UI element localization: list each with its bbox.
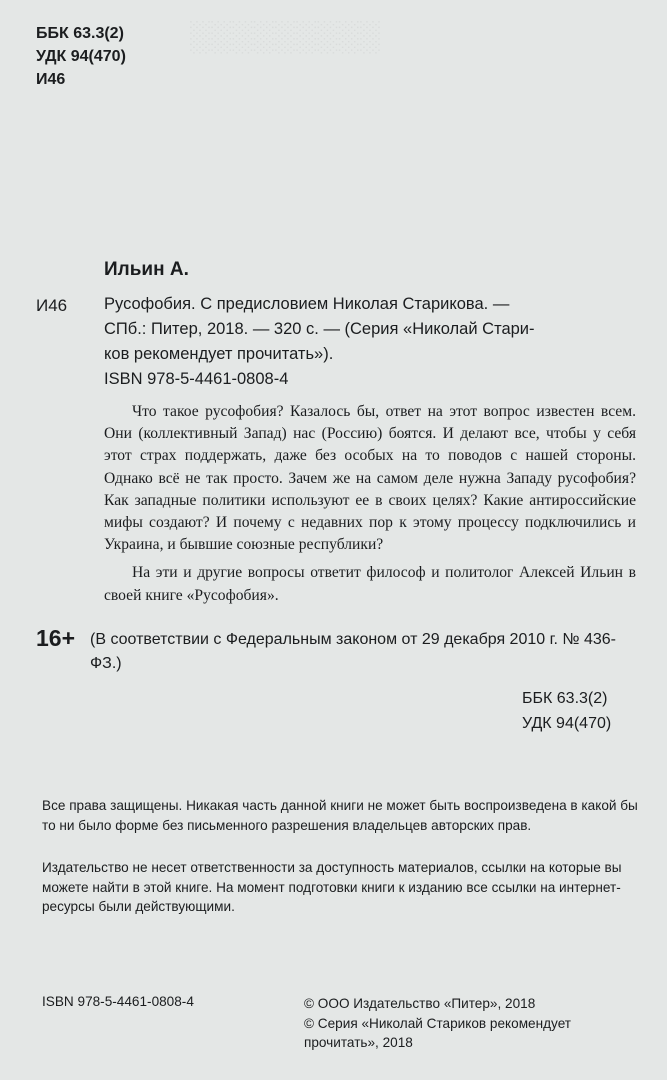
- bbk-code: ББК 63.3(2): [522, 690, 608, 707]
- bbk-code: ББК 63.3(2): [36, 25, 124, 42]
- age-rating-badge: 16+: [36, 625, 76, 651]
- rights-notice: Все права защищены. Никакая часть данной книги не может быть воспроизведена в какой бы то ни было форме без письменного разрешения владельцев авторских прав.: [42, 798, 638, 833]
- author-name: Ильин А.: [104, 259, 189, 280]
- udk-code: УДК 94(470): [522, 715, 612, 732]
- author-index-code: И46: [36, 71, 66, 88]
- biblio-line: ков рекомендует прочитать»).: [104, 345, 334, 363]
- bibliographic-record: [104, 292, 634, 367]
- bottom-classification-codes: [522, 686, 611, 736]
- isbn-footer: ISBN 978-5-4461-0808-4: [42, 994, 194, 1009]
- abstract-paragraph: Что такое русофобия? Казалось бы, ответ на этот вопрос известен всем. Они (коллективный Запад) нас (Россию) боятся. И делают все, чтобы у себя этот страх поддержать, даже без особых на то поводов с нашей стороны. Однако всё не так просто. Зачем же на самом деле нужна Западу русофобия? Как западные политики используют ее в своих целях? Какие антироссийские мифы создают? И почему с недавних пор к этому процессу подключились и Украина, и бывшие союзные республики?: [104, 403, 636, 554]
- udk-code: УДК 94(470): [36, 48, 126, 65]
- copyright-block: [304, 994, 644, 1053]
- book-abstract: [104, 401, 636, 607]
- biblio-line: Русофобия. С предисловием Николая Старикова. —: [104, 295, 510, 313]
- catalog-index: И46: [36, 296, 68, 315]
- biblio-line: СПб.: Питер, 2018. — 320 с. — (Серия «Николай Стари-: [104, 320, 535, 338]
- age-rating-note: (В соответствии с Федеральным законом от 29 декабря 2010 г. № 436-ФЗ.): [90, 631, 616, 672]
- abstract-paragraph: На эти и другие вопросы ответит философ и политолог Алексей Ильин в своей книге «Русофобия».: [104, 564, 636, 604]
- publisher-disclaimer: Издательство не несет ответственности за доступность материалов, ссылки на которые вы можете найти в этой книге. На момент подготовки книги к изданию все ссылки на интернет-ресурсы были действующими.: [42, 860, 622, 914]
- copyright-line: © Серия «Николай Стариков рекомендует прочитать», 2018: [304, 1015, 572, 1050]
- copyright-line: © ООО Издательство «Питер», 2018: [304, 996, 536, 1011]
- bleed-through-text: ░░░░░░░░░: [190, 20, 382, 53]
- isbn: ISBN 978-5-4461-0808-4: [104, 370, 289, 388]
- top-classification-codes: [36, 22, 126, 91]
